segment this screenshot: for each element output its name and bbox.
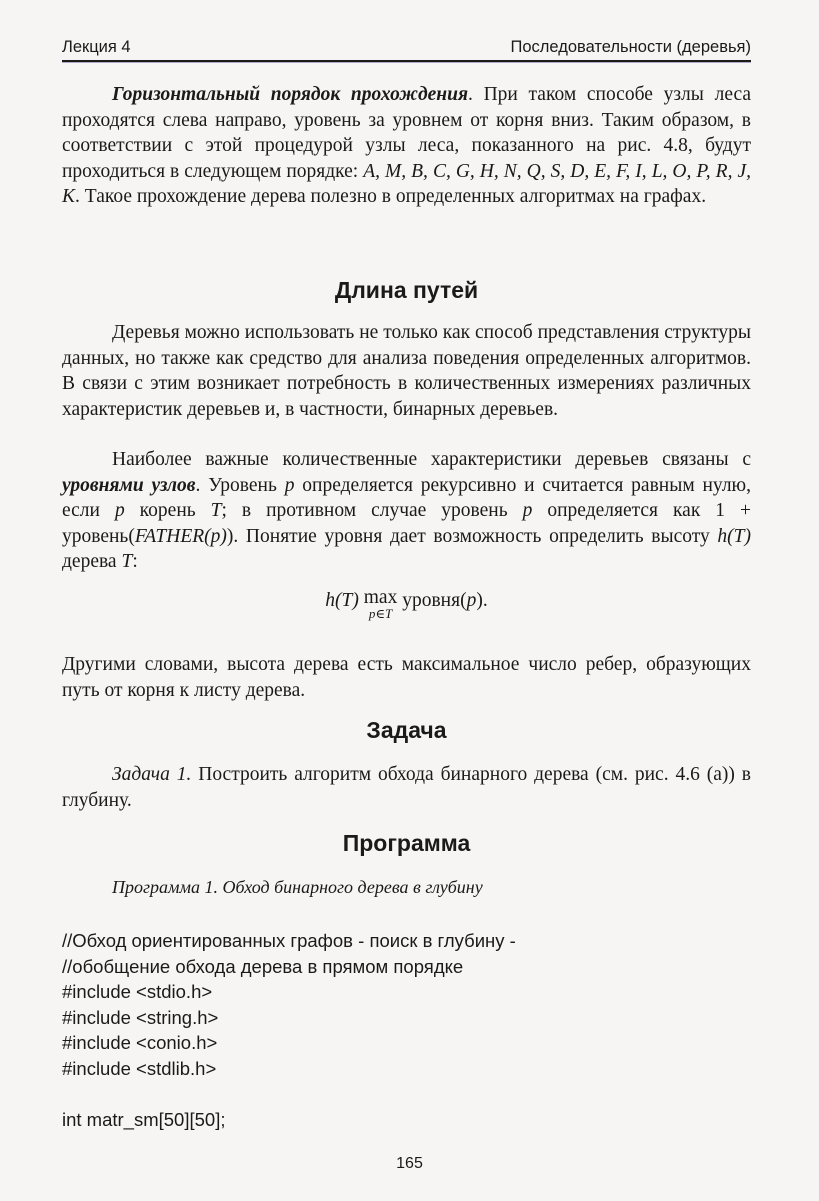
math-var: T: [121, 551, 133, 572]
running-header: [62, 34, 751, 58]
program-caption: Программа 1. Обход бинарного дерева в глубину: [112, 877, 483, 897]
paragraph-tree-height: Другими словами, высота дерева есть максимальное число ребер, образующих путь от корня к листу дерева.: [62, 654, 751, 701]
code-line: //обобщение обхода дерева в прямом порядке: [62, 955, 464, 977]
code-line: #include <stdio.h>: [62, 981, 213, 1002]
paragraph-horizontal-order: [62, 82, 751, 210]
formula-end: ).: [476, 590, 488, 611]
node-order-list: A, M, B, C, G, H, N, Q, S, D, E, F, I, L, O, P, R, J, K: [62, 160, 751, 207]
paragraph-text: ; в противном случае уровень: [221, 500, 523, 521]
formula-rhs: уровня(: [397, 590, 467, 611]
paragraph-text: . Такое прохождение дерева полезно в определенных алгоритмах на графах.: [75, 186, 707, 207]
paragraph-text: дерева: [62, 551, 122, 572]
task-text: Построить алгоритм обхода бинарного дерева (см. рис. 4.6 (а)) в глубину.: [62, 764, 751, 811]
math-var: p: [522, 500, 533, 521]
paragraph-text: . При таком способе узлы леса проходятся слева направо, уровень за уровнем от корня вниз. Таким образом, в соответствии с этой процедурой узлы леса, показанного на рис. 4.8, будут проходиться в следующем порядке:: [62, 84, 752, 182]
max-operator: [363, 587, 398, 622]
paragraph-text: ). Понятие уровня дает возможность определить высоту: [226, 525, 718, 547]
header-lecture: Лекция 4: [62, 38, 131, 56]
code-line: int matr_sm[50][50];: [62, 1108, 226, 1130]
header-rule: [62, 60, 751, 63]
paragraph-text: корень: [124, 500, 211, 521]
formula-arg: p: [466, 590, 477, 611]
paragraph-text: :: [132, 551, 138, 572]
term-horizontal-order: Горизонтальный порядок прохождения: [112, 84, 469, 105]
header-chapter-title: Последовательности (деревья): [510, 38, 751, 56]
math-var: T: [210, 500, 222, 521]
code-line: #include <stdlib.h>: [62, 1057, 217, 1079]
section-title-task: Задача: [366, 717, 447, 743]
paragraph-trees-analysis: Деревья можно использовать не только как способ представления структуры данных, но также как средство для анализа поведения определенных алгоритмов. В связи с этим возникает потребность в количественных измерениях различных характеристик деревьев и, в частности, бинарных деревьев.: [62, 322, 751, 420]
term-node-levels: уровнями узлов: [62, 474, 196, 496]
paragraph-text: Наиболее важные количественные характеристики деревьев связаны с: [112, 449, 751, 470]
page-number: 165: [396, 1155, 423, 1172]
max-op-subscript: p∈T: [368, 606, 393, 621]
task-label: Задача 1.: [112, 764, 192, 785]
math-var: p: [114, 500, 125, 521]
section-title-path-length: Длина путей: [334, 277, 479, 303]
paragraph-text: определяется рекурсивно и считается равным нулю, если: [62, 474, 751, 521]
code-listing: [62, 928, 516, 1132]
max-op-label: max: [363, 587, 398, 608]
code-line: #include <string.h>: [62, 1006, 219, 1028]
math-father: FATHER(p): [134, 525, 227, 547]
paragraph-text: . Уровень: [195, 474, 285, 496]
code-line: //Обход ориентированных графов - поиск в глубину -: [62, 930, 516, 951]
math-var: p: [284, 474, 295, 496]
paragraph-text: определяется как 1 + уровень(: [62, 500, 752, 547]
section-title-program: Программа: [342, 830, 471, 856]
formula-lhs: h(T): [325, 590, 359, 611]
height-formula: [62, 587, 751, 622]
code-line: #include <conio.h>: [62, 1032, 218, 1053]
paragraph-task: [62, 762, 751, 813]
paragraph-node-levels: [62, 447, 751, 575]
math-height: h(T): [717, 525, 751, 547]
